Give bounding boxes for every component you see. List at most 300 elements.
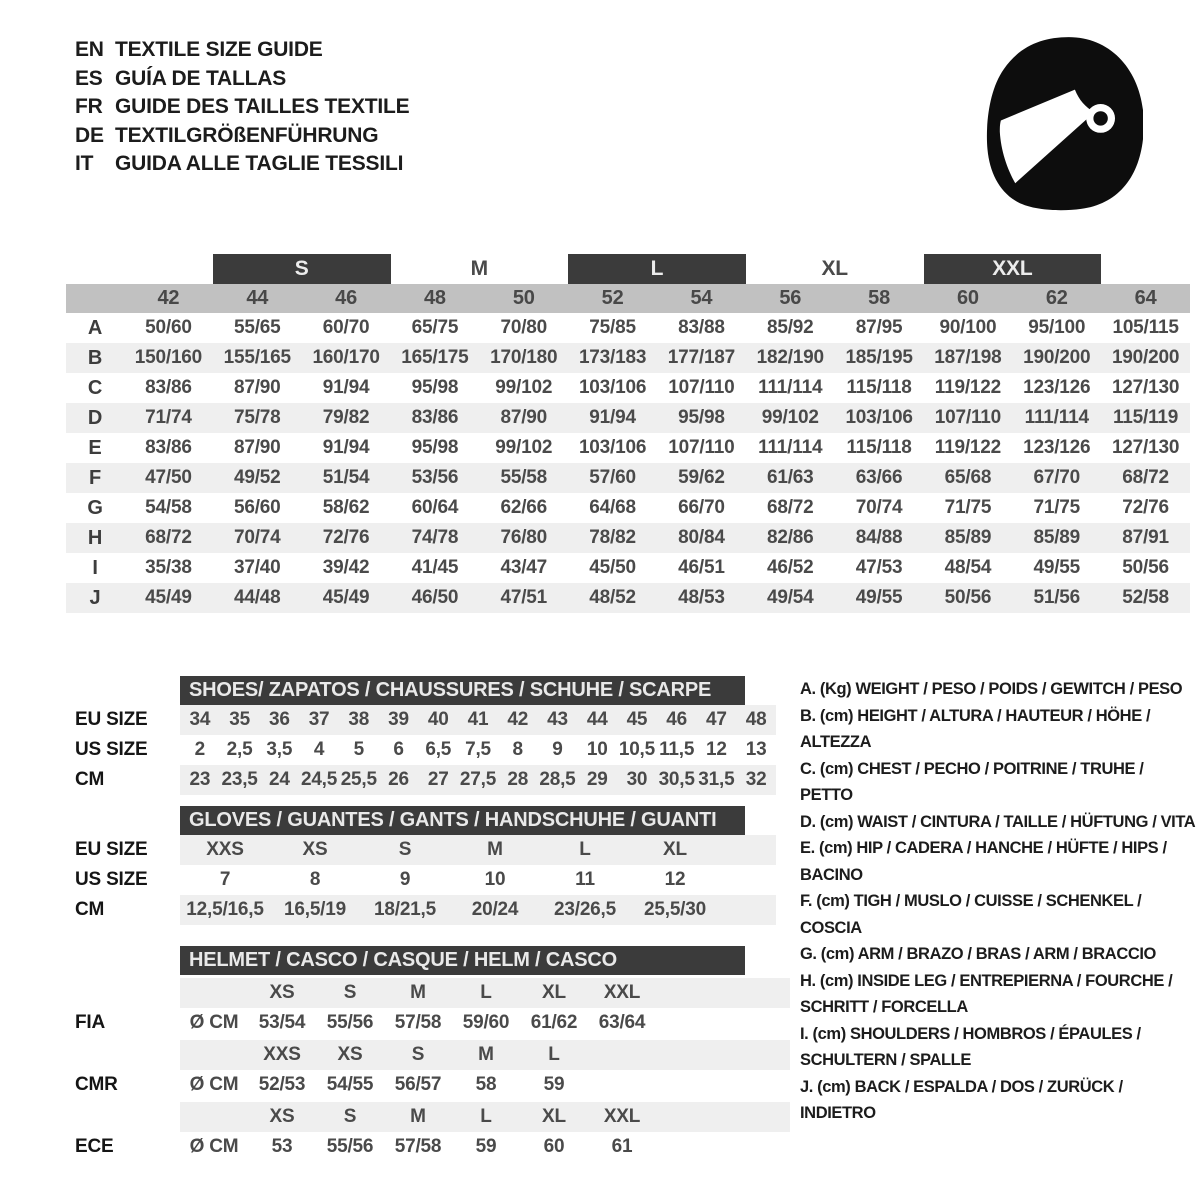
measurement-value: 103/106 — [845, 407, 913, 428]
language-title: TEXTILE SIZE GUIDE — [115, 38, 323, 61]
helmet-icon — [978, 32, 1143, 212]
size-value: 43 — [547, 709, 568, 730]
size-value: 20/24 — [471, 899, 519, 920]
size-value: 44 — [586, 709, 608, 730]
row-letter: D — [87, 406, 103, 429]
measurement-value: 48/52 — [589, 587, 636, 608]
helmet-size-label: XXS — [263, 1044, 301, 1065]
measurement-value: 91/94 — [322, 437, 370, 458]
measurement-value: 67/70 — [1033, 467, 1081, 488]
helmet-size-value: 59 — [475, 1136, 497, 1157]
measurement-value: 48/53 — [678, 587, 725, 608]
measurement-legend — [800, 676, 1198, 1127]
legend-item: F. (cm) TIGH / MUSLO / CUISSE / SCHENKEL / COSCIA — [800, 892, 1142, 937]
language-code: ES — [75, 66, 103, 90]
size-number-cell: 44 — [246, 287, 269, 309]
measurement-value: 150/160 — [134, 347, 203, 368]
measurement-value: 62/66 — [500, 497, 548, 518]
helmet-table-title: HELMET / CASCO / CASQUE / HELM / CASCO — [180, 946, 745, 975]
row-label — [75, 1102, 180, 1132]
helmet-size-label: L — [480, 982, 492, 1003]
size-value: XL — [663, 839, 687, 860]
size-value: 13 — [745, 739, 767, 760]
size-number-cell: 50 — [512, 287, 535, 309]
size-value: 28,5 — [539, 769, 576, 790]
helmet-icon-svg — [978, 32, 1143, 212]
helmet-size-value: 54/55 — [326, 1074, 374, 1095]
measurement-value: 35/38 — [145, 557, 192, 578]
size-label-m: M — [470, 257, 488, 280]
size-value: 27,5 — [459, 769, 497, 790]
size-value: 41 — [467, 709, 489, 730]
size-value: 30,5 — [658, 769, 695, 790]
language-code: FR — [75, 95, 103, 118]
table-row — [75, 835, 776, 865]
row-label: US SIZE — [75, 739, 148, 760]
measurement-value: 87/90 — [233, 437, 281, 458]
measurement-value: 160/170 — [312, 347, 380, 368]
row-label: EU SIZE — [75, 709, 148, 730]
size-value: 38 — [348, 709, 370, 730]
legend-item: D. (cm) WAIST / CINTURA / TAILLE / HÜFTUNG / VITA — [800, 812, 1196, 831]
language-title: GUÍA DE TALLAS — [115, 66, 287, 90]
helmet-size-value: 52/53 — [258, 1074, 306, 1095]
helmet-size-label: M — [410, 982, 426, 1003]
helmet-size-label: S — [343, 982, 357, 1003]
legend-item: J. (cm) BACK / ESPALDA / DOS / ZURÜCK / INDIETRO — [800, 1077, 1123, 1122]
size-number-cell: 58 — [868, 287, 890, 309]
measurement-value: 65/68 — [944, 467, 992, 488]
helmet-size-label: M — [478, 1044, 494, 1065]
size-value: 28 — [507, 769, 529, 790]
size-value: 9 — [552, 739, 563, 760]
measurement-value: 70/74 — [855, 497, 903, 518]
measurement-value: 66/70 — [678, 497, 725, 518]
measurement-value: 111/114 — [1024, 407, 1089, 428]
size-value: XS — [302, 839, 328, 860]
row-values — [180, 899, 720, 921]
measurement-value: 65/75 — [411, 317, 459, 338]
measurement-value: 49/55 — [855, 587, 903, 608]
measurement-value: 85/89 — [944, 527, 992, 548]
helmet-values-grid — [180, 1012, 656, 1034]
measurement-value: 37/40 — [233, 557, 281, 578]
helmet-size-label: XS — [269, 982, 295, 1003]
measurement-row-h — [66, 523, 1190, 553]
language-code: DE — [75, 123, 104, 147]
helmet-size-value: 61 — [611, 1136, 633, 1157]
row-strip — [180, 835, 776, 865]
size-value: M — [487, 839, 503, 860]
measurement-value: 182/190 — [756, 347, 824, 368]
size-value: 12 — [706, 739, 727, 760]
measurement-value: 90/100 — [939, 317, 997, 338]
row-letter: J — [89, 586, 101, 609]
size-value: 12,5/16,5 — [186, 899, 264, 920]
legend-item: C. (cm) CHEST / PECHO / POITRINE / TRUHE / PETTO — [800, 759, 1144, 804]
row-strip — [180, 895, 776, 925]
size-value: 25,5 — [340, 769, 377, 790]
helmet-size-value: 61/62 — [530, 1012, 578, 1033]
measurement-value: 85/92 — [766, 317, 814, 338]
measurement-value: 75/85 — [589, 317, 636, 338]
helmet-size-value: 60 — [543, 1136, 565, 1157]
size-value: 23 — [189, 769, 211, 790]
language-row — [75, 36, 409, 65]
row-label: CM — [75, 769, 105, 790]
measurement-value: 50/60 — [145, 317, 192, 338]
size-number-cell: 42 — [157, 287, 180, 309]
helmet-sizes-strip — [180, 1040, 790, 1070]
helmet-sizes-row-cmr — [75, 1040, 790, 1070]
measurement-value: 49/52 — [233, 467, 281, 488]
size-value: 8 — [309, 869, 321, 890]
helmet-size-label: L — [480, 1106, 492, 1127]
table-row — [75, 765, 776, 795]
measurement-value: 74/78 — [411, 527, 459, 548]
size-value: 32 — [745, 769, 767, 790]
measurement-value: 48/54 — [944, 557, 992, 578]
size-value: 46 — [666, 709, 688, 730]
size-value: 23/26,5 — [554, 899, 616, 920]
size-value: 35 — [229, 709, 250, 730]
measurement-value: 115/118 — [846, 437, 912, 458]
helmet-size-value: 59/60 — [462, 1012, 510, 1033]
measurement-value: 165/175 — [401, 347, 469, 368]
measurement-value: 103/106 — [578, 437, 647, 458]
row-values — [180, 709, 776, 731]
size-value: 11 — [575, 869, 595, 890]
measurement-value: 185/195 — [845, 347, 913, 368]
language-title: GUIDE DES TAILLES TEXTILE — [115, 95, 410, 118]
measurement-value: 63/66 — [855, 467, 903, 488]
legend-item: B. (cm) HEIGHT / ALTURA / HAUTEUR / HÖHE / ALTEZZA — [800, 706, 1151, 751]
measurement-value: 190/200 — [1111, 347, 1180, 368]
size-value: 26 — [388, 769, 409, 790]
measurement-value: 155/165 — [223, 347, 291, 368]
measurement-row-d — [66, 403, 1190, 433]
measurement-value: 64/68 — [589, 497, 636, 518]
measurement-value: 111/114 — [758, 437, 823, 458]
size-number-cell: 48 — [423, 287, 446, 309]
measurement-value: 60/64 — [411, 497, 459, 518]
measurement-value: 45/50 — [589, 557, 636, 578]
size-value: 6 — [393, 739, 404, 760]
measurement-value: 76/80 — [500, 527, 548, 548]
size-value: 25,5/30 — [644, 899, 706, 920]
measurement-value: 56/60 — [233, 497, 281, 518]
measurement-value: 105/115 — [1112, 317, 1179, 338]
size-value: 10 — [586, 739, 608, 760]
measurement-value: 111/114 — [758, 377, 823, 398]
measurement-value: 72/76 — [322, 527, 370, 548]
helmet-sizes-strip — [180, 1102, 790, 1132]
helmet-values-grid — [180, 1136, 656, 1158]
measurement-value: 87/91 — [1122, 527, 1169, 548]
measurement-value: 87/90 — [233, 377, 281, 398]
measurement-value: 99/102 — [495, 437, 553, 458]
helmet-values-grid — [180, 1074, 656, 1096]
size-value: 4 — [313, 739, 325, 760]
measurement-value: 83/86 — [145, 437, 192, 458]
row-label: CM — [75, 899, 105, 920]
measurement-value: 80/84 — [678, 527, 725, 548]
table-row — [75, 705, 776, 735]
shoes-table — [75, 676, 776, 795]
helmet-size-value: 55/56 — [326, 1012, 374, 1033]
row-label: US SIZE — [75, 869, 148, 890]
measurement-value: 99/102 — [761, 407, 819, 428]
measurement-value: 46/52 — [766, 557, 814, 578]
unit-label: Ø CM — [189, 1136, 239, 1157]
language-code: IT — [75, 152, 94, 175]
row-label — [75, 1040, 180, 1070]
row-letter: B — [87, 346, 103, 369]
size-number-cell: 54 — [690, 287, 713, 309]
helmet-size-value: 59 — [543, 1074, 565, 1095]
measurement-value: 39/42 — [322, 557, 370, 578]
measurement-value: 84/88 — [855, 527, 903, 548]
helmet-size-value: 53 — [271, 1136, 293, 1157]
measurement-value: 43/47 — [500, 557, 548, 578]
measurement-value: 46/50 — [411, 587, 459, 608]
helmet-table-sections — [75, 978, 776, 1162]
row-letter: I — [92, 556, 98, 579]
measurement-value: 95/100 — [1028, 317, 1086, 338]
measurement-value: 82/86 — [766, 527, 814, 548]
size-number-cell: 60 — [956, 287, 979, 309]
measurement-value: 123/126 — [1023, 437, 1091, 458]
size-value: XXS — [206, 839, 244, 860]
size-number-cell: 46 — [335, 287, 357, 309]
measurement-value: 83/86 — [411, 407, 459, 428]
measurement-value: 49/55 — [1033, 557, 1081, 578]
size-value: L — [579, 839, 591, 860]
measurement-value: 119/122 — [934, 377, 1002, 398]
legend-item: H. (cm) INSIDE LEG / ENTREPIERNA / FOURCHE / SCHRITT / FORCELLA — [800, 971, 1173, 1016]
helmet-size-label: XXL — [603, 1106, 641, 1127]
measurement-value: 51/56 — [1033, 587, 1081, 608]
legend-item: I. (cm) SHOULDERS / HOMBROS / ÉPAULES / SCHULTERN / SPALLE — [800, 1024, 1141, 1069]
measurement-value: 50/56 — [1122, 557, 1169, 578]
measurement-value: 91/94 — [322, 377, 370, 398]
gloves-table-rows — [75, 835, 776, 925]
row-label: EU SIZE — [75, 839, 148, 860]
measurement-value: 177/187 — [667, 347, 736, 368]
size-value: 8 — [512, 739, 523, 760]
helmet-values-strip — [180, 1008, 776, 1038]
row-strip — [180, 705, 776, 735]
size-value: 16,5/19 — [284, 899, 346, 920]
standard-label: CMR — [75, 1074, 118, 1095]
row-strip — [180, 765, 776, 795]
helmet-values-row-ece — [75, 1132, 776, 1162]
measurement-row-f — [66, 463, 1190, 493]
size-value: 6,5 — [425, 739, 452, 760]
size-value: 10,5 — [618, 739, 656, 760]
measurement-value: 60/70 — [322, 317, 370, 338]
helmet-size-value: 63/64 — [598, 1012, 646, 1033]
size-value: 2,5 — [226, 739, 253, 760]
measurement-value: 50/56 — [944, 587, 992, 608]
language-title: TEXTILGRÖßENFÜHRUNG — [115, 123, 379, 147]
measurement-value: 107/110 — [934, 407, 1002, 428]
row-letter: H — [87, 526, 103, 549]
size-value: 23,5 — [221, 769, 258, 790]
language-row — [75, 65, 409, 94]
language-title: GUIDA ALLE TAGLIE TESSILI — [115, 152, 404, 175]
measurement-row-b — [66, 343, 1190, 373]
size-value: 29 — [586, 769, 608, 790]
measurement-value: 115/119 — [1112, 407, 1179, 428]
size-value: 24 — [268, 769, 290, 790]
measurement-row-i — [66, 553, 1190, 583]
row-letter: F — [88, 466, 102, 489]
size-label-band — [66, 254, 1190, 284]
measurement-value: 173/183 — [578, 347, 647, 368]
measurement-value: 57/60 — [589, 467, 636, 488]
measurement-value: 190/200 — [1023, 347, 1091, 368]
measurement-value: 58/62 — [322, 497, 370, 518]
measurement-value: 47/51 — [500, 587, 548, 608]
measurement-value: 95/98 — [411, 377, 459, 398]
measurement-value: 54/58 — [145, 497, 192, 518]
measurement-value: 68/72 — [1122, 467, 1169, 488]
size-value: 10 — [484, 869, 506, 890]
measurement-value: 127/130 — [1111, 377, 1180, 398]
helmet-size-table — [75, 946, 776, 1162]
measurement-value: 115/118 — [846, 377, 912, 398]
helmet-size-value: 57/58 — [394, 1012, 442, 1033]
measurement-value: 127/130 — [1111, 437, 1180, 458]
size-value: 5 — [353, 739, 364, 760]
standard-label: FIA — [75, 1012, 106, 1033]
measurement-value: 87/90 — [500, 407, 548, 428]
measurement-value: 47/53 — [855, 557, 903, 578]
language-title-list — [75, 36, 409, 179]
helmet-size-label: S — [343, 1106, 357, 1127]
measurement-value: 44/48 — [233, 587, 281, 608]
size-value: 39 — [388, 709, 409, 730]
measurement-value: 52/58 — [1122, 587, 1169, 608]
measurement-value: 55/65 — [233, 317, 281, 338]
gloves-table — [75, 806, 776, 925]
helmet-size-value: 55/56 — [326, 1136, 374, 1157]
row-strip — [180, 865, 776, 895]
helmet-size-label: S — [411, 1044, 425, 1065]
row-values — [180, 769, 776, 791]
size-label-xl: XL — [821, 257, 848, 280]
helmet-size-value: 57/58 — [394, 1136, 442, 1157]
measurement-value: 49/54 — [766, 587, 814, 608]
size-value: 7,5 — [465, 739, 491, 760]
row-letter: G — [87, 496, 103, 519]
size-value: 3,5 — [266, 739, 293, 760]
measurement-value: 61/63 — [766, 467, 814, 488]
measurement-value: 71/75 — [944, 497, 992, 518]
helmet-size-label: XXL — [603, 982, 641, 1003]
size-value: 48 — [745, 709, 767, 730]
measurement-value: 83/86 — [145, 377, 192, 398]
table-row — [75, 865, 776, 895]
legend-item: G. (cm) ARM / BRAZO / BRAS / ARM / BRACCIO — [800, 945, 1156, 963]
size-label-grid — [66, 254, 1190, 284]
measurement-value: 99/102 — [495, 377, 553, 398]
helmet-sizes-grid — [180, 982, 656, 1004]
row-values — [180, 839, 720, 861]
measurement-value: 123/126 — [1023, 377, 1091, 398]
measurement-row-j — [66, 583, 1190, 613]
table-row — [75, 735, 776, 765]
measurement-value: 53/56 — [411, 467, 459, 488]
helmet-values-strip — [180, 1132, 776, 1162]
helmet-size-value: 56/57 — [394, 1074, 442, 1095]
size-value: 34 — [189, 709, 211, 730]
row-letter: A — [87, 316, 103, 339]
helmet-size-label: XS — [269, 1106, 295, 1127]
helmet-sizes-strip — [180, 978, 790, 1008]
helmet-size-label: XS — [337, 1044, 363, 1065]
helmet-size-label: XL — [542, 982, 566, 1003]
measurement-value: 79/82 — [322, 407, 370, 428]
measurement-value: 187/198 — [934, 347, 1002, 368]
row-strip — [180, 735, 776, 765]
measurement-row-e — [66, 433, 1190, 463]
size-value: S — [398, 839, 412, 860]
measurement-value: 71/74 — [145, 407, 192, 428]
size-value: 9 — [399, 869, 411, 890]
measurement-value: 71/75 — [1033, 497, 1081, 518]
table-row — [75, 895, 776, 925]
measurement-value: 72/76 — [1122, 497, 1169, 518]
helmet-sizes-grid — [180, 1106, 656, 1128]
measurement-table — [66, 313, 1190, 613]
measurement-value: 91/94 — [589, 407, 636, 428]
helmet-sizes-row-fia — [75, 978, 790, 1008]
size-value: 11,5 — [659, 739, 695, 760]
measurement-value: 119/122 — [934, 437, 1002, 458]
size-value: 18/21,5 — [374, 899, 436, 920]
size-value: 40 — [427, 709, 449, 730]
row-label — [75, 978, 180, 1008]
measurement-value: 95/98 — [411, 437, 459, 458]
language-code: EN — [75, 38, 104, 61]
size-number-cell: 64 — [1134, 287, 1157, 309]
measurement-value: 95/98 — [678, 407, 725, 428]
language-row — [75, 150, 409, 179]
measurement-value: 46/51 — [678, 557, 725, 578]
measurement-value: 78/82 — [589, 527, 636, 548]
measurement-value: 70/74 — [233, 527, 281, 548]
unit-spacer — [180, 982, 248, 1004]
measurement-value: 41/45 — [411, 557, 459, 578]
helmet-size-value: 53/54 — [258, 1012, 306, 1033]
size-label-xxl: XXL — [924, 254, 1102, 284]
size-value: 42 — [507, 709, 529, 730]
measurement-value: 103/106 — [578, 377, 647, 398]
language-row — [75, 93, 409, 122]
standard-label: ECE — [75, 1136, 114, 1157]
measurement-value: 68/72 — [766, 497, 814, 518]
measurement-value: 107/110 — [668, 377, 735, 398]
measurement-value: 47/50 — [145, 467, 192, 488]
unit-label: Ø CM — [189, 1074, 239, 1095]
size-number-cell: 62 — [1045, 287, 1068, 309]
unit-label: Ø CM — [189, 1012, 239, 1033]
helmet-size-label: XL — [542, 1106, 566, 1127]
size-value: 24,5 — [300, 769, 338, 790]
size-value: 2 — [194, 739, 206, 760]
